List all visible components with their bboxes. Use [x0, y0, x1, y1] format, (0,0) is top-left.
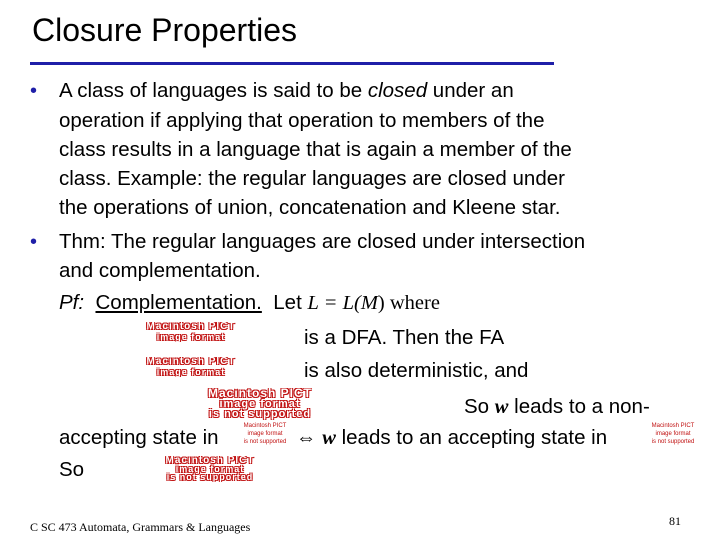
pict-placeholder-3 — [100, 456, 320, 482]
close-paren: ) where — [377, 292, 440, 314]
bullet-2-marker: • — [30, 231, 38, 253]
var-M: M — [360, 292, 378, 314]
pict-s1-line-2: image format — [247, 431, 283, 437]
pict-large-line-3: is not supported — [208, 408, 312, 420]
pict-1-line-1: Macintosh PICT — [146, 322, 236, 332]
proof-line-5 — [59, 428, 219, 449]
bullet-1-line-4: class. Example: the regular languages are closed under — [59, 167, 565, 190]
eq-text: = L( — [318, 292, 361, 314]
proof-line-3: is also deterministic, and — [304, 359, 529, 382]
proof-line-4 — [464, 397, 650, 418]
pict-placeholder-1 — [92, 322, 290, 342]
pict-3-line-3: is not supported — [166, 472, 254, 482]
let-text: Let — [273, 291, 308, 314]
iff-symbol: ⇔ — [296, 426, 317, 449]
accepting-in: accepting state in — [59, 426, 219, 449]
so-text: So — [464, 395, 495, 418]
bullet-2-line-2: and complementation. — [59, 259, 261, 282]
proof-line-2: is a DFA. Then the FA — [304, 326, 505, 349]
pf-label: Pf: — [59, 291, 85, 314]
leads-accepting: leads to an accepting state in — [335, 426, 608, 449]
var-w-1: w — [494, 396, 509, 418]
pict-s1-line-1: Macintosh PICT — [243, 423, 287, 429]
bullet-1-line-1-b: under an — [427, 79, 514, 102]
var-L: L — [307, 292, 319, 314]
bullet-1-line-1 — [59, 81, 514, 102]
pict-placeholder-small-1 — [240, 422, 290, 450]
pict-placeholder-large — [60, 388, 460, 420]
pict-s2-line-2: image format — [655, 431, 691, 437]
pict-s1-line-3: is not supported — [243, 439, 287, 445]
bullet-1-line-2: operation if applying that operation to members of the — [59, 109, 545, 132]
leads-nonaccepting: leads to a non- — [508, 395, 650, 418]
slide-title: Closure Properties — [32, 12, 297, 48]
complementation-heading: Complementation. — [95, 291, 262, 314]
bullet-1-marker: • — [30, 80, 38, 102]
proof-line-5b — [296, 428, 607, 449]
closed-emphasis: closed — [367, 79, 428, 102]
pict-large-line-1: Macintosh PICT — [207, 388, 312, 400]
var-w-2: w — [322, 427, 336, 449]
bullet-1-line-3: class results in a language that is again a member of the — [59, 138, 572, 161]
pict-placeholder-small-2 — [648, 422, 698, 450]
pict-large-line-2: image format — [219, 398, 301, 410]
pict-3-line-2: image format — [175, 464, 245, 474]
footer-course: C SC 473 Automata, Grammars & Languages — [30, 520, 251, 534]
proof-line-1 — [59, 293, 440, 314]
page-number: 81 — [669, 514, 681, 528]
pict-3-line-1: Macintosh PICT — [165, 456, 255, 466]
pict-2-line-2: image format — [156, 367, 226, 377]
pict-1-line-2: image format — [156, 332, 226, 342]
bullet-1-line-5: the operations of union, concatenation and Kleene star. — [59, 196, 561, 219]
proof-line-6: So — [59, 458, 85, 481]
pict-2-line-1: Macintosh PICT — [146, 357, 236, 367]
pict-placeholder-2 — [92, 357, 290, 377]
pict-s2-line-1: Macintosh PICT — [651, 423, 695, 429]
pict-s2-line-3: is not supported — [651, 439, 695, 445]
bullet-2-line-1: Thm: The regular languages are closed under intersection — [59, 230, 586, 253]
bullet-1-line-1-a: A class of languages is said to be — [59, 79, 368, 102]
title-underline — [30, 62, 554, 65]
